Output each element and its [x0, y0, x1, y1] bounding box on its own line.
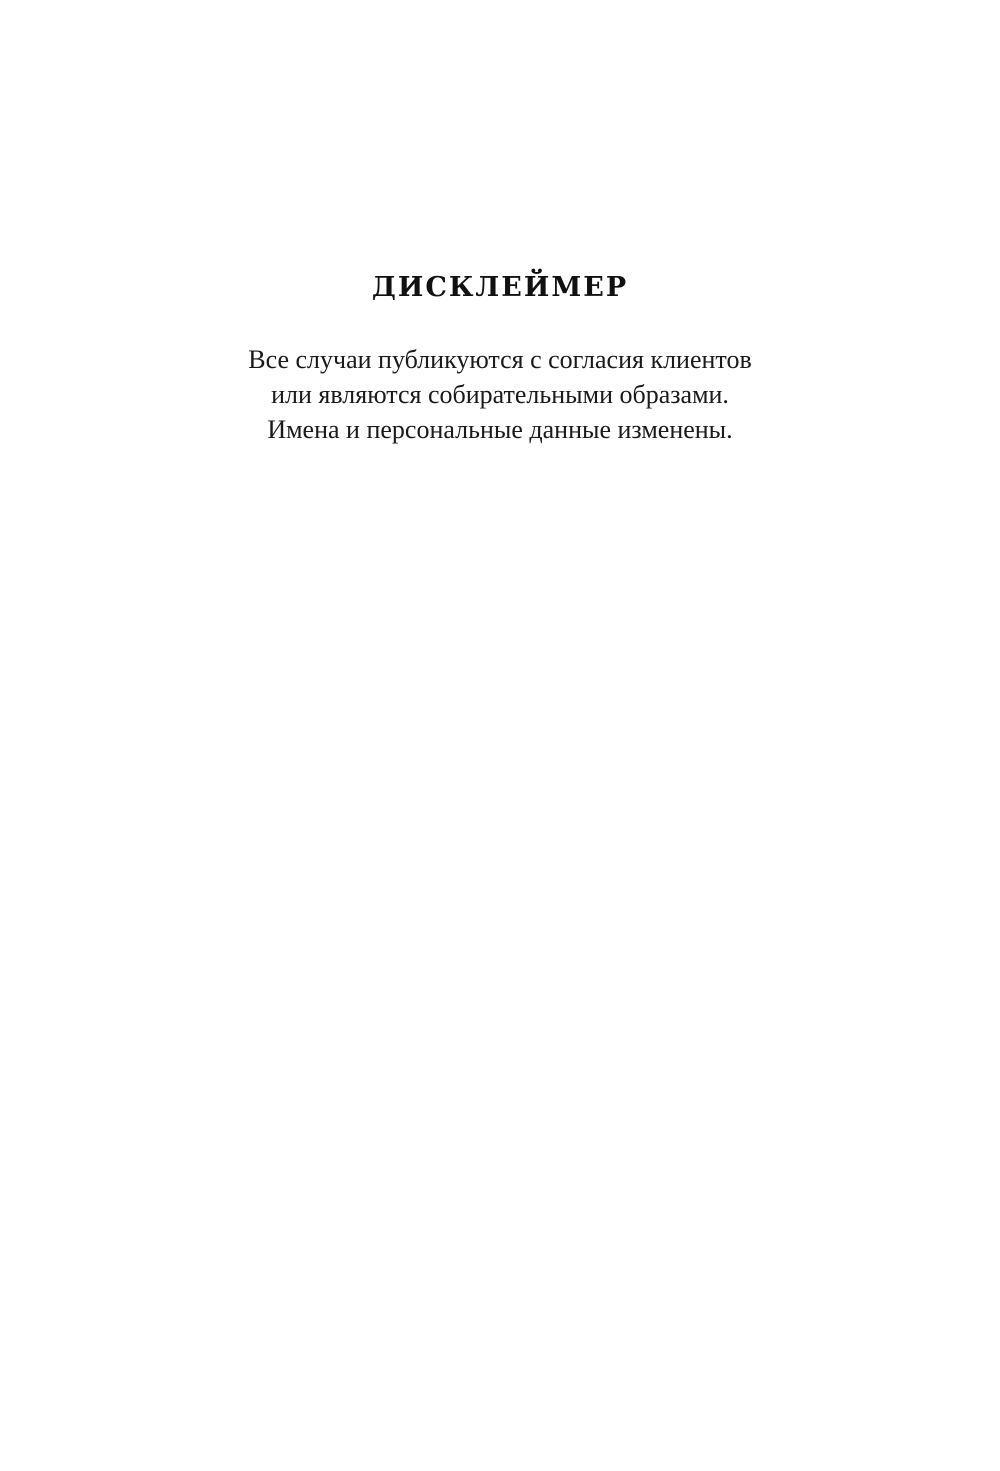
paragraph-line: или являются собирательными образами.	[271, 380, 729, 409]
paragraph-line: Все случаи публикуются с согласия клиентов	[248, 345, 752, 374]
paragraph-line: Имена и персональные данные изменены.	[267, 415, 733, 444]
disclaimer-paragraph	[0, 342, 1000, 447]
page-title: ДИСКЛЕЙМЕР	[371, 272, 629, 303]
